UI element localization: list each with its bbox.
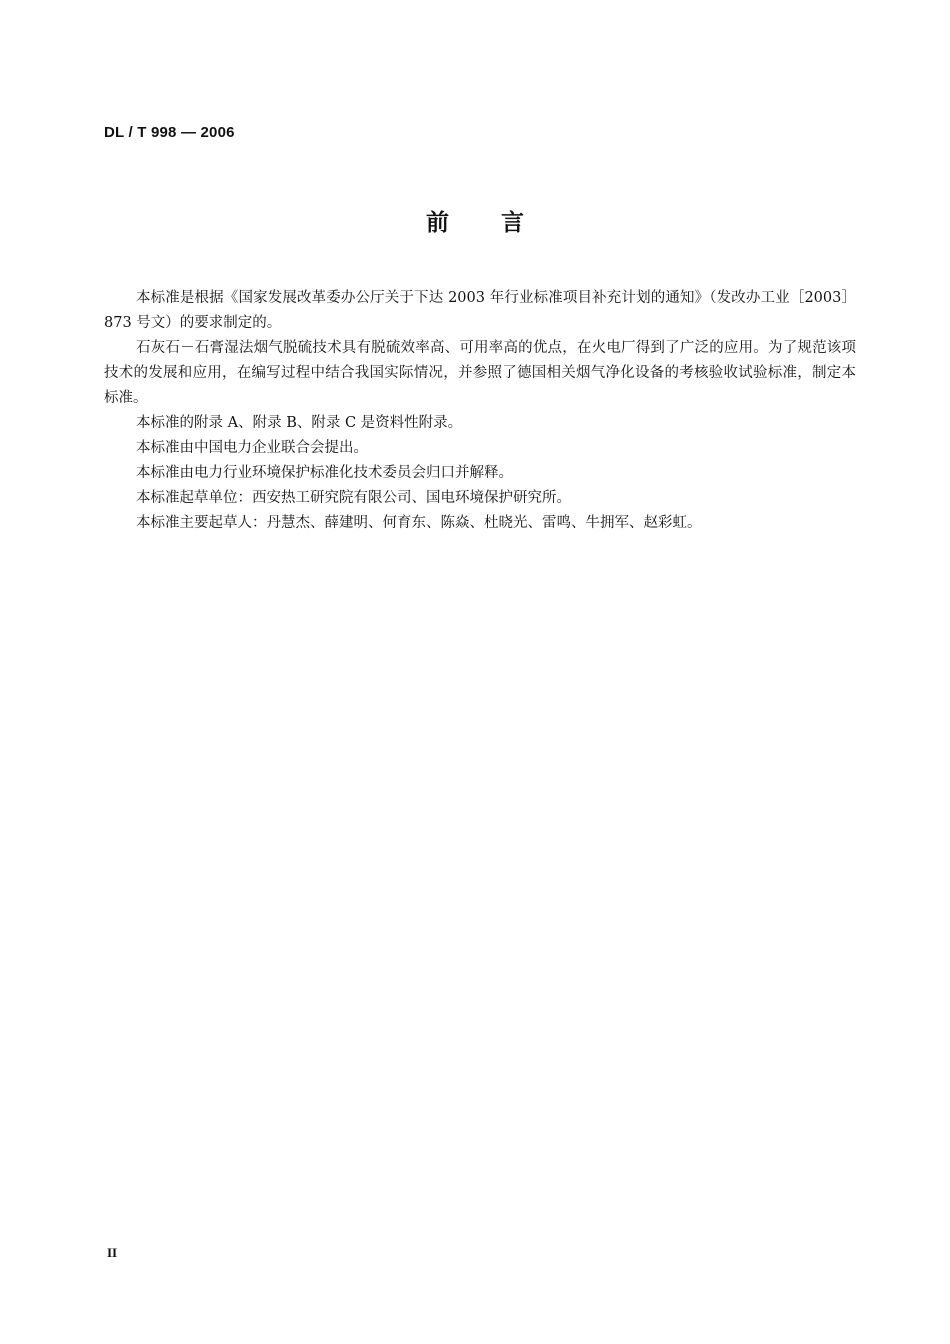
paragraph-drafters: 本标准主要起草人：丹慧杰、薛建明、何育东、陈焱、杜晓光、雷鸣、牛拥军、赵彩虹。	[136, 515, 702, 531]
paragraph-basis: 本标准是根据《国家发展改革委办公厅关于下达 2003 年行业标准项目补充计划的通知》（发改办工业［2003］873 号文）的要求制定的。	[104, 290, 856, 331]
paragraph-background: 石灰石－石膏湿法烟气脱硫技术具有脱硫效率高、可用率高的优点，在火电厂得到了广泛的应用。为了规范该项技术的发展和应用，在编写过程中结合我国实际情况，并参照了德国相关烟气净化设备的考核验收试验标准，制定本标准。	[104, 340, 856, 406]
paragraph-appendices: 本标准的附录 A、附录 B、附录 C 是资料性附录。	[136, 415, 463, 431]
page-number: II	[107, 1245, 118, 1260]
standard-code: DL / T 998 — 2006	[104, 124, 235, 141]
paragraph-administrator: 本标准由电力行业环境保护标准化技术委员会归口并解释。	[136, 465, 513, 481]
paragraph-drafting-units: 本标准起草单位：西安热工研究院有限公司、国电环境保护研究所。	[136, 490, 571, 506]
page-title: 前言	[426, 210, 576, 236]
foreword-body	[104, 286, 856, 536]
paragraph-proposer: 本标准由中国电力企业联合会提出。	[136, 440, 368, 456]
